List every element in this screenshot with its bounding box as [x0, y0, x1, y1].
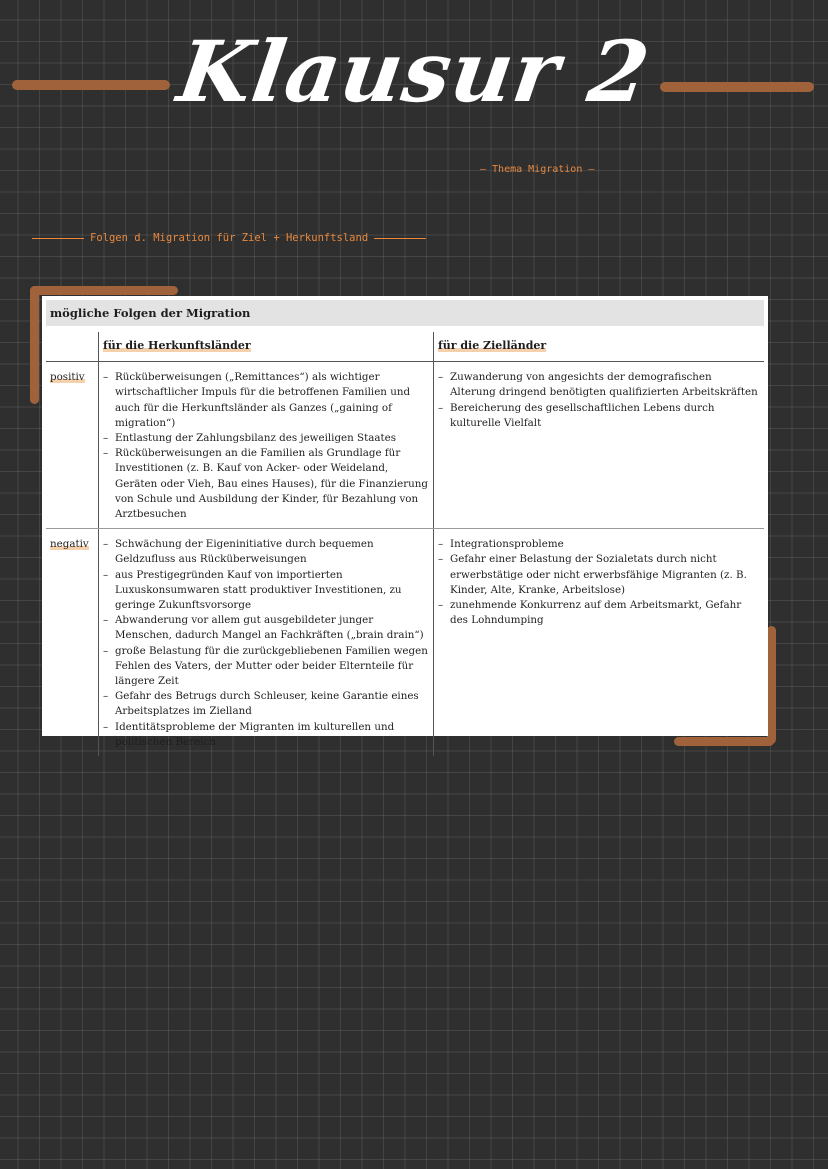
- table-row-negative: [46, 529, 764, 756]
- header-origin-label: für die Herkunftsländer: [103, 339, 251, 352]
- cell-negative-origin: [99, 529, 434, 756]
- section-heading-text: Folgen d. Migration für Ziel + Herkunftsland: [90, 232, 369, 244]
- row-label-cell: [46, 529, 99, 756]
- list-positive-target: [438, 370, 760, 431]
- list-item: – Abwanderung vor allem gut ausgebildeter junger Menschen, dadurch Mangel an Fachkräften („brain drain“): [103, 613, 429, 643]
- list-negative-origin: [103, 537, 429, 750]
- list-item: – zunehmende Konkurrenz auf dem Arbeitsmarkt, Gefahr des Lohndumping: [438, 598, 760, 628]
- cell-negative-target: [434, 529, 765, 756]
- header-target: [434, 332, 765, 362]
- list-item: – Zuwanderung von angesichts der demografischen Alterung dringend benötigten qualifizierten Arbeitskräften: [438, 370, 760, 400]
- list-item: – Gefahr des Betrugs durch Schleuser, keine Garantie eines Arbeitsplatzes im Zielland: [103, 689, 429, 719]
- list-item: – Schwächung der Eigeninitiative durch bequemen Geldzufluss aus Rücküberweisungen: [103, 537, 429, 567]
- row-label-cell: [46, 362, 99, 529]
- table-caption: mögliche Folgen der Migration: [46, 300, 764, 326]
- header-empty: [46, 332, 99, 362]
- header-target-label: für die Zielländer: [438, 339, 547, 352]
- page-subtitle: — Thema Migration —: [480, 164, 595, 175]
- list-item: – Rücküberweisungen („Remittances“) als wichtiger wirtschaftlicher Impuls für die betroffenen Familien und auch für die Herkunftsländer als Ganzes („gaining of migration“): [103, 370, 429, 431]
- page-title: Klausur 2: [172, 22, 656, 121]
- list-item: – Bereicherung des gesellschaftlichen Lebens durch kulturelle Vielfalt: [438, 401, 760, 431]
- migration-table-card: [42, 296, 768, 748]
- list-negative-target: [438, 537, 760, 628]
- tape-table-left-vertical: [30, 286, 39, 404]
- list-item: – Rücküberweisungen an die Familien als Grundlage für Investitionen (z. B. Kauf von Acker- oder Weideland, Geräten oder Vieh, Bau eines Hauses), für die Finanzierung von Schule und Ausbildung der Kinder, für Bezahlung von Arztbesuchen: [103, 446, 429, 522]
- table-header-row: [46, 332, 764, 362]
- section-heading: [26, 232, 432, 244]
- migration-consequences-table: [46, 332, 764, 756]
- list-item: – große Belastung für die zurückgebliebenen Familien wegen Fehlen des Vaters, der Mutter oder beider Elternteile für längere Zeit: [103, 644, 429, 690]
- cell-positive-target: [434, 362, 765, 529]
- row-label-positive: positiv: [50, 371, 85, 384]
- list-item: – Integrationsprobleme: [438, 537, 760, 552]
- cell-positive-origin: [99, 362, 434, 529]
- heading-rule-left: [32, 238, 84, 239]
- list-item: – Entlastung der Zahlungsbilanz des jeweiligen Staates: [103, 431, 429, 446]
- header-origin: [99, 332, 434, 362]
- list-item: – Identitätsprobleme der Migranten im kulturellen und politischen Bereich: [103, 720, 429, 750]
- heading-rule-right: [374, 238, 426, 239]
- list-item: – aus Prestigegründen Kauf von importierten Luxuskonsumwaren statt produktiver Investitionen, zu geringe Zukunftsvorsorge: [103, 568, 429, 614]
- tape-table-left-horizontal: [30, 286, 178, 295]
- table-row-positive: [46, 362, 764, 529]
- tape-table-right-vertical: [767, 626, 776, 744]
- list-positive-origin: [103, 370, 429, 522]
- row-label-negative: negativ: [50, 538, 89, 551]
- list-item: – Gefahr einer Belastung der Sozialetats durch nicht erwerbstätige oder nicht erwerbsfähige Migranten (z. B. Kinder, Alte, Kranke, Arbeitslose): [438, 552, 760, 598]
